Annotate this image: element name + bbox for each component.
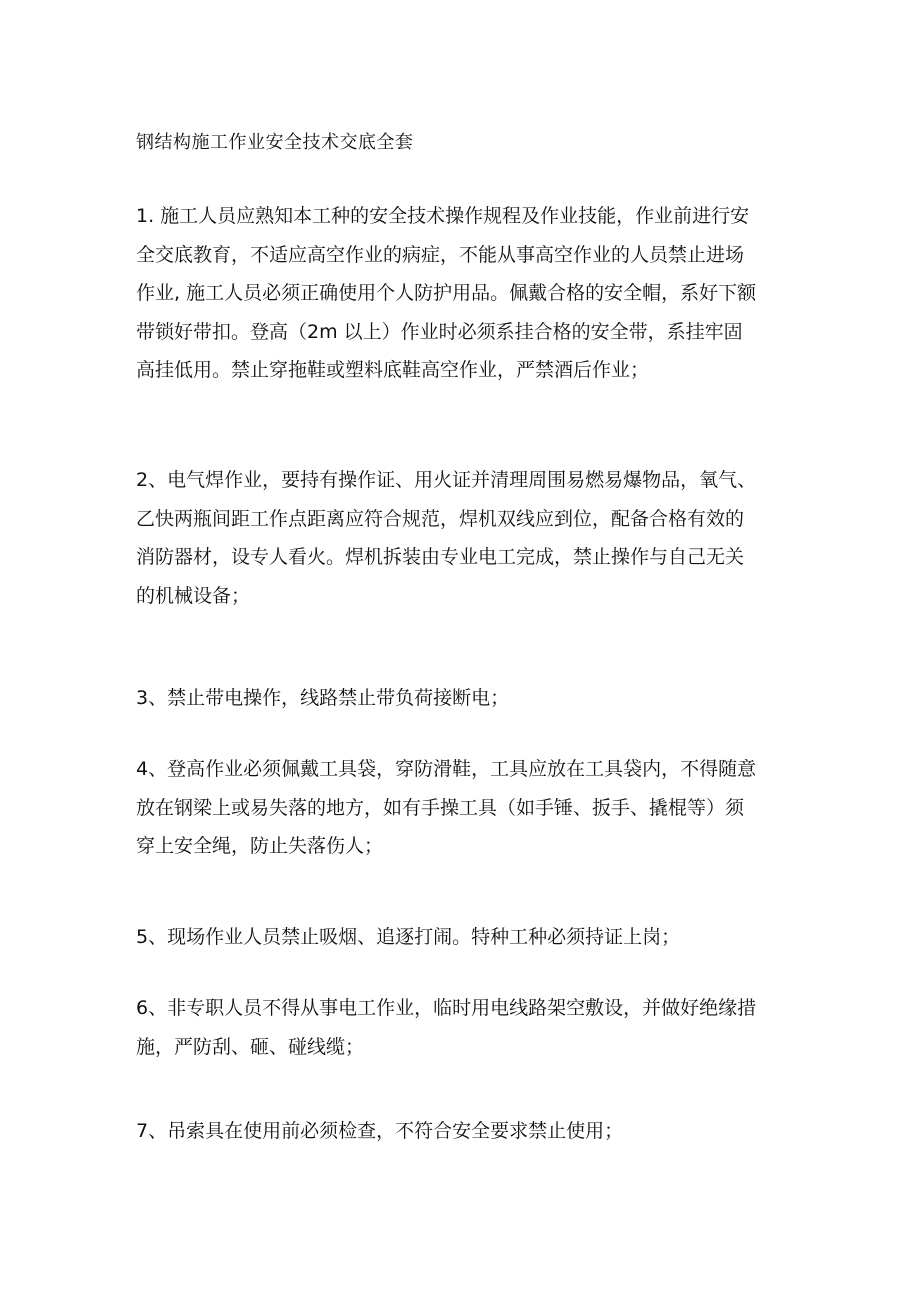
paragraph-line: 消防器材，设专人看火。焊机拆装由专业电工完成，禁止操作与自己无关	[136, 546, 745, 568]
paragraph-line: 5、现场作业人员禁止吸烟、追逐打闹。特种工种必须持证上岗；	[136, 926, 681, 948]
paragraph-6	[136, 989, 796, 1066]
paragraph-line: 高挂低用。禁止穿拖鞋或塑料底鞋高空作业，严禁酒后作业；	[136, 359, 650, 381]
paragraph-line: 7、吊索具在使用前必须检查，不符合安全要求禁止使用；	[136, 1120, 624, 1142]
paragraph-line: 作业, 施工人员必须正确使用个人防护用品。佩戴合格的安全帽，系好下额	[136, 282, 757, 304]
paragraph-line: 放在钢梁上或易失落的地方，如有手操工具（如手锤、扳手、撬棍等）须	[136, 796, 745, 819]
paragraph-line: 乙快两瓶间距工作点距离应符合规范，焊机双线应到位，配备合格有效的	[136, 507, 745, 530]
paragraph-line: 施，严防刮、砸、碰线缆；	[136, 1035, 365, 1058]
paragraph-1	[136, 197, 796, 390]
paragraph-line: 1. 施工人员应熟知本工种的安全技术操作规程及作业技能，作业前进行安	[136, 205, 750, 227]
paragraph-line: 的机械设备；	[136, 584, 251, 607]
paragraph-4	[136, 750, 796, 866]
paragraph-line: 带锁好带扣。登高（2m 以上）作业时必须系挂合格的安全带，系挂牢固	[136, 320, 743, 343]
paragraph-line: 2、电气焊作业，要持有操作证、用火证并清理周围易燃易爆物品，氧气、	[136, 469, 757, 491]
paragraph-line: 4、登高作业必须佩戴工具袋，穿防滑鞋，工具应放在工具袋内，不得随意	[136, 758, 757, 780]
paragraph-5	[136, 918, 796, 957]
paragraph-line: 6、非专职人员不得从事电工作业，临时用电线路架空敷设，并做好绝缘措	[136, 997, 757, 1019]
paragraph-3	[136, 679, 796, 718]
paragraph-2	[136, 461, 796, 615]
paragraph-line: 全交底教育，不适应高空作业的病症，不能从事高空作业的人员禁止进场	[136, 243, 745, 266]
paragraph-7	[136, 1112, 796, 1151]
paragraph-line: 3、禁止带电操作，线路禁止带负荷接断电；	[136, 687, 510, 709]
paragraph-line: 穿上安全绳，防止失落伤人；	[136, 835, 384, 857]
document-title: 钢结构施工作业安全技术交底全套	[136, 132, 414, 153]
